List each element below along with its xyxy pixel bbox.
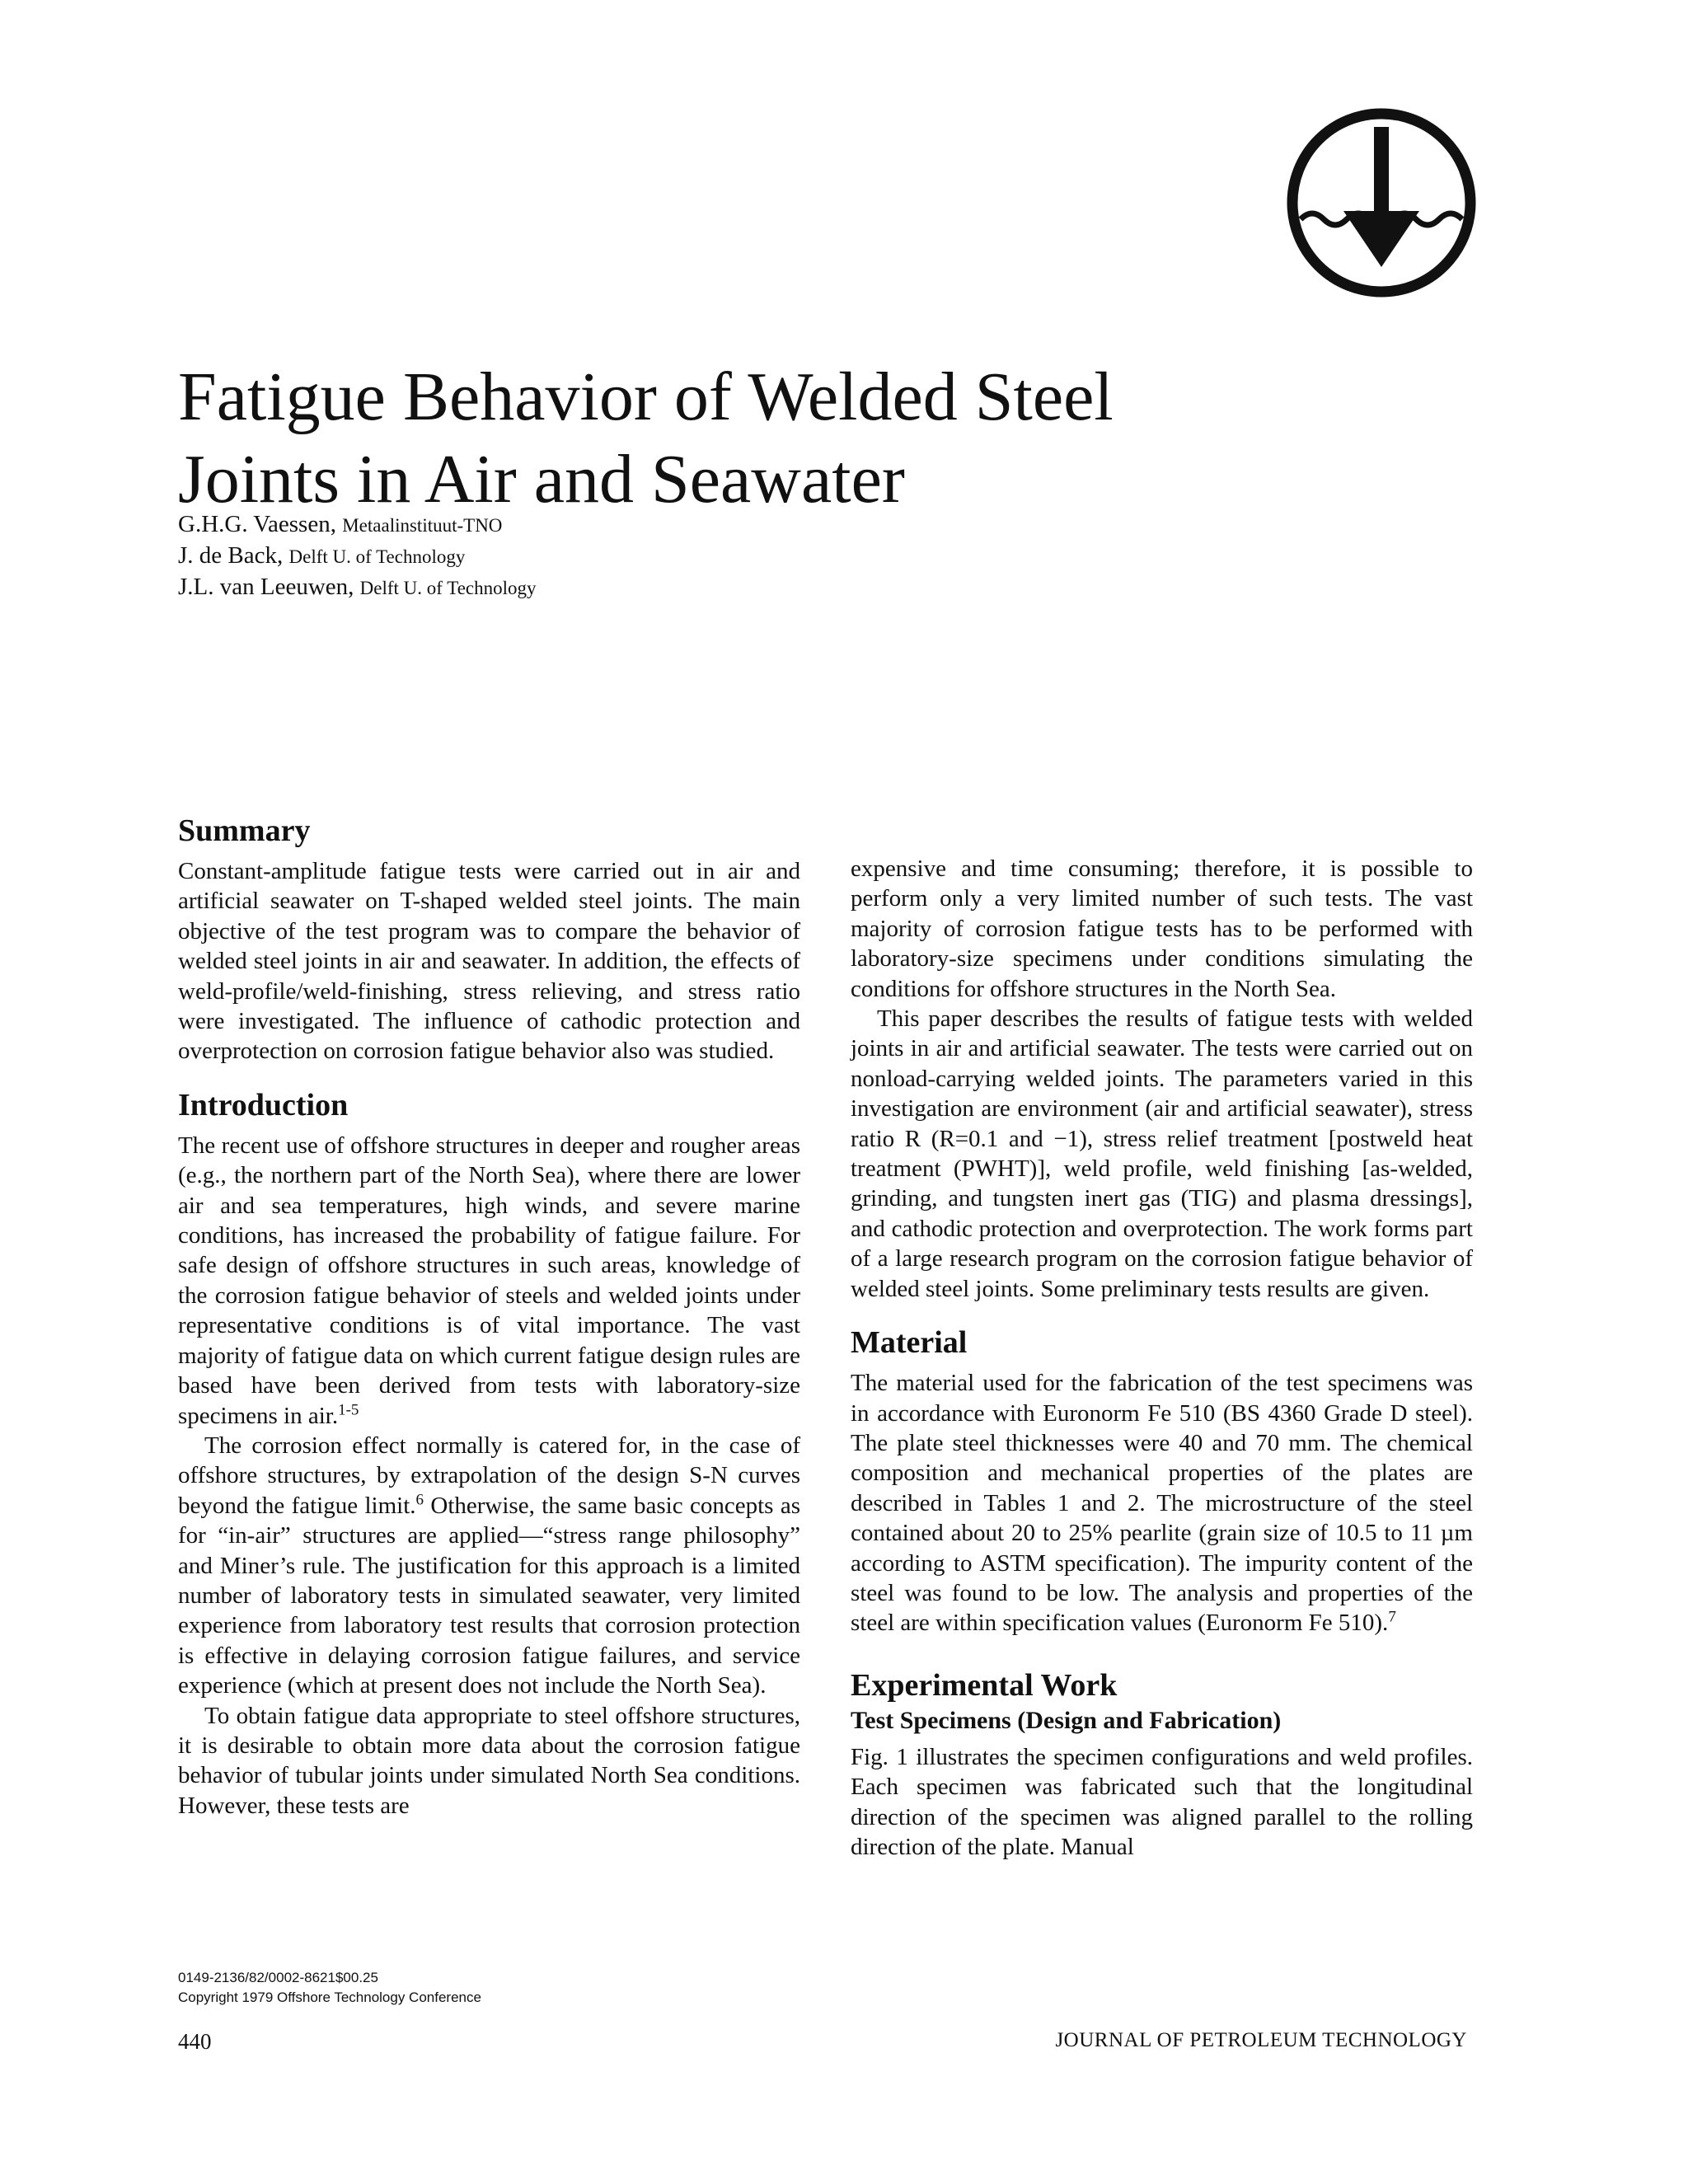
- summary-paragraph: Constant-amplitude fatigue tests were carried out in air and artificial seawater on T-shaped welded steel joints. The main objective of the test program was to compare the behavior of welded steel joints in air and seawater. In addition, the effects of weld-profile/weld-finishing, stress relieving, and stress ratio were investigated. The influence of cathodic protection and overprotection on corrosion fatigue behavior also was studied.: [178, 858, 800, 1065]
- material-heading: Material: [851, 1325, 968, 1361]
- intro-paragraph-3-continued: expensive and time consuming; therefore, it is possible to perform only a very limited number of such tests. The vast majority of corrosion fatigue tests has to be performed with laboratory-size specimens under conditions simulating the conditions for offshore structures in the North Sea.: [851, 855, 1473, 1002]
- intro-paragraph-2: The corrosion effect normally is catered for, in the case of offshore structures, by extrapolation of the design S-N curves beyond the fatigue limit.$^6$ Otherwise, the same basic concepts as for “in-air” structures are applied—“stress range philosophy” and Miner’s rule. The justification for this approach is a limited number of laboratory tests in simulated seawater, very limited experience from laboratory test results that corrosion protection is effective in delaying corrosion fatigue failures, and service experience (which at present does not include the North Sea).: [178, 1432, 800, 1699]
- journal-name: JOURNAL OF PETROLEUM TECHNOLOGY: [1055, 2029, 1467, 2051]
- intro-paragraph-1: The recent use of offshore structures in deeper and rougher areas (e.g., the northern part of the North Sea), where there are lower air and sea temperatures, high winds, and severe marine conditions, has increased the probability of fatigue failure. For safe design of offshore structures in such areas, knowledge of the corrosion fatigue behavior of steels and welded joints under representative conditions is of vital importance. The vast majority of fatigue data on which current fatigue design rules are based have been derived from tests with laboratory-size specimens in air.$^{1-5}$: [178, 1132, 800, 1429]
- right-column: [851, 854, 1473, 1862]
- down-arrow-into-water-icon: [1284, 105, 1479, 300]
- test-specimens-subheading: Test Specimens (Design and Fabrication): [851, 1706, 1282, 1734]
- introduction-section: [178, 1086, 800, 1821]
- page-number: 440: [178, 2029, 212, 2054]
- copyright-footnote: [178, 1968, 481, 2008]
- intro-paragraph-3: To obtain fatigue data appropriate to steel offshore structures, it is desirable to obtain more data about the corrosion fatigue behavior of tubular joints under simulated North Sea conditions. However, these tests are: [178, 1702, 800, 1819]
- intro-paragraph-4: This paper describes the results of fatigue tests with welded joints in air and artificial seawater. The tests were carried out on nonload-carrying welded joints. The parameters varied in this investigation are environment (air and artificial seawater), stress ratio R (R=0.1 and −1), stress relief treatment [postweld heat treatment (PWHT)], weld profile, weld finishing [as-welded, grinding, and tungsten inert gas (TIG) and plasma dressings], and cathodic protection and overprotection. The work forms part of a large research program on the corrosion fatigue behavior of welded steel joints. Some preliminary tests results are given.: [851, 1005, 1473, 1302]
- author-2-affiliation: Delft U. of Technology: [288, 546, 466, 567]
- summary-heading: Summary: [178, 813, 311, 848]
- reference-superscript: 7: [1388, 1608, 1396, 1626]
- author-3: J.L. van Leeuwen, Delft U. of Technology: [178, 574, 537, 600]
- material-section: [851, 1324, 1473, 1638]
- experimental-paragraph: Fig. 1 illustrates the specimen configurations and weld profiles. Each specimen was fabricated such that the longitudinal direction of the specimen was aligned parallel to the rolling direction of the plate. Manual: [851, 1743, 1473, 1860]
- material-paragraph: The material used for the fabrication of the test specimens was in accordance with Euronorm Fe 510 (BS 4360 Grade D steel). The plate steel thicknesses were 40 and 70 mm. The chemical composition and mechanical properties of the plates are described in Tables 1 and 2. The microstructure of the steel contained about 20 to 25% pearlite (grain size of 10.5 to 11 µm according to ASTM specification). The impurity content of the steel was found to be low. The analysis and properties of the steel are within specification values (Euronorm Fe 510).$^7$: [851, 1370, 1473, 1637]
- summary-section: [178, 812, 800, 1066]
- experimental-section: [851, 1666, 1473, 1863]
- introduction-heading: Introduction: [178, 1087, 349, 1122]
- author-list: [178, 509, 537, 603]
- reference-superscript: 1-5: [338, 1400, 359, 1418]
- copyright-line: Copyright 1979 Offshore Technology Conference: [178, 1990, 481, 2005]
- left-column: [178, 812, 800, 1821]
- author-2: J. de Back, Delft U. of Technology: [178, 542, 466, 569]
- author-1-affiliation: Metaalinstituut-TNO: [342, 515, 503, 536]
- paper-title: [178, 356, 1250, 521]
- author-3-affiliation: Delft U. of Technology: [359, 578, 537, 598]
- title-line-1: Fatigue Behavior of Welded Steel: [178, 359, 1114, 435]
- title-line-2: Joints in Air and Seawater: [178, 441, 905, 518]
- article-code: 0149-2136/82/0002-8621$00.25: [178, 1970, 378, 1985]
- author-1: G.H.G. Vaessen, Metaalinstituut-TNO: [178, 511, 503, 537]
- reference-superscript: 6: [415, 1491, 424, 1509]
- experimental-heading: Experimental Work: [851, 1667, 1118, 1703]
